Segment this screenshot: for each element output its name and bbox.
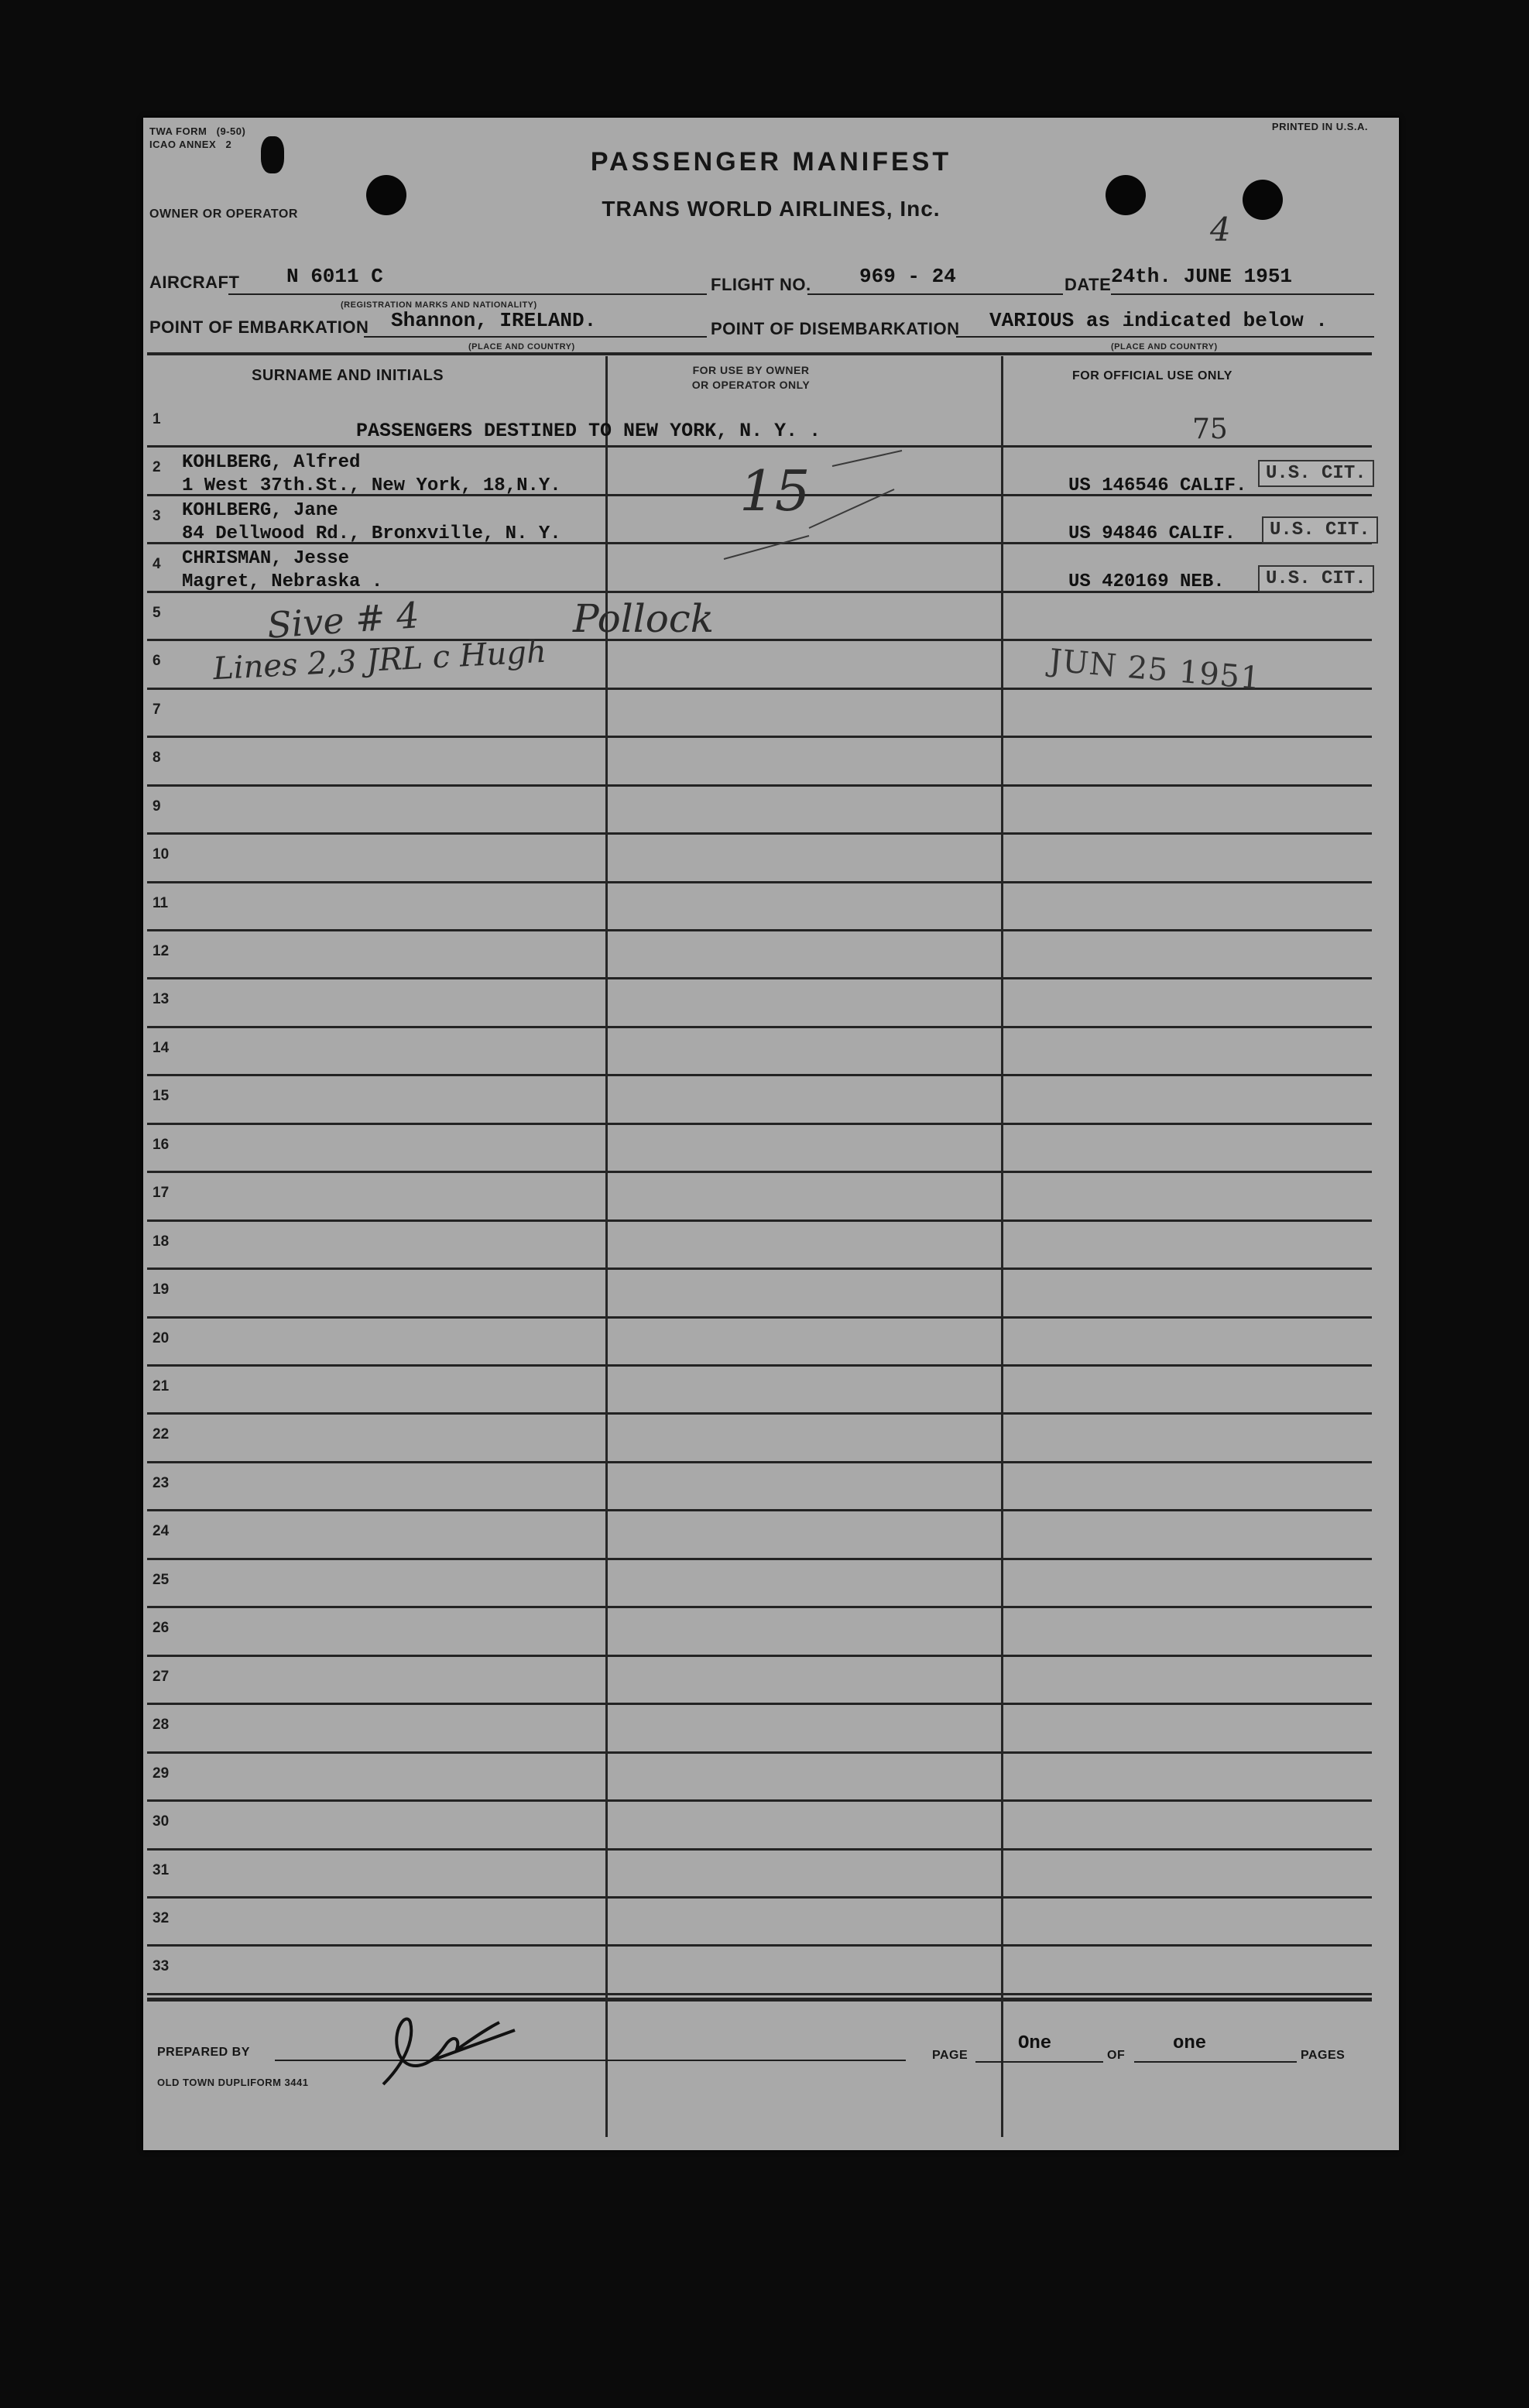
row-rule bbox=[147, 1461, 1372, 1463]
row-number: 9 bbox=[153, 798, 161, 815]
date-line bbox=[1111, 293, 1374, 295]
row-rule bbox=[147, 1944, 1372, 1947]
embarkation-label: POINT OF EMBARKATION bbox=[149, 317, 369, 337]
row-number: 23 bbox=[153, 1474, 170, 1491]
form-source: OLD TOWN DUPLIFORM 3441 bbox=[157, 2077, 309, 2088]
manifest-sheet bbox=[143, 118, 1399, 2150]
row-rule bbox=[147, 784, 1372, 787]
row-rule bbox=[147, 881, 1372, 883]
row-number: 26 bbox=[153, 1620, 170, 1637]
page-mark: 4 bbox=[1210, 211, 1231, 249]
icao-annex: ICAO ANNEX 2 bbox=[149, 139, 232, 150]
row-number: 20 bbox=[153, 1329, 170, 1346]
prepared-by-label: PREPARED BY bbox=[157, 2046, 250, 2059]
handwritten-count: 15 bbox=[739, 458, 811, 523]
preparer-signature bbox=[375, 2007, 530, 2092]
row-number: 17 bbox=[153, 1185, 170, 1202]
row-number: 18 bbox=[153, 1233, 170, 1250]
of-line bbox=[1134, 2061, 1297, 2063]
flight-label: FLIGHT NO. bbox=[711, 275, 811, 294]
row-number: 6 bbox=[153, 653, 161, 670]
aircraft-line bbox=[228, 293, 707, 295]
row-number: 8 bbox=[153, 749, 161, 767]
row-number: 1 bbox=[153, 411, 161, 427]
punch-hole bbox=[1106, 175, 1146, 215]
embarkation-sublabel: (PLACE AND COUNTRY) bbox=[468, 342, 575, 352]
citizen-stamp: U.S. CIT. bbox=[1258, 565, 1374, 592]
row-number: 10 bbox=[153, 846, 170, 863]
of-label: OF bbox=[1107, 2049, 1126, 2062]
row-rule bbox=[147, 1267, 1372, 1270]
disembarkation-label: POINT OF DISEMBARKATION bbox=[711, 319, 960, 338]
disembarkation-sublabel: (PLACE AND COUNTRY) bbox=[1111, 342, 1218, 352]
destination-line: PASSENGERS DESTINED TO NEW YORK, N. Y. . bbox=[356, 420, 821, 442]
col-header-owner-2: OR OPERATOR ONLY bbox=[691, 379, 811, 391]
row-number: 12 bbox=[153, 942, 170, 959]
row-rule bbox=[147, 1171, 1372, 1173]
row-rule bbox=[147, 1993, 1372, 1995]
row-number: 25 bbox=[153, 1571, 170, 1588]
disembarkation-value: VARIOUS as indicated below . bbox=[989, 309, 1328, 332]
col-header-official: FOR OFFICIAL USE ONLY bbox=[1072, 369, 1232, 382]
page-label: PAGE bbox=[932, 2049, 968, 2062]
row-rule bbox=[147, 1364, 1372, 1367]
passenger-1-address: 1 West 37th.St., New York, 18,N.Y. bbox=[182, 475, 561, 496]
disembarkation-line bbox=[956, 336, 1374, 338]
row-number: 14 bbox=[153, 1039, 170, 1056]
row-number: 2 bbox=[153, 459, 161, 476]
row-number: 11 bbox=[153, 894, 169, 911]
aircraft-sublabel: (REGISTRATION MARKS AND NATIONALITY) bbox=[341, 300, 537, 310]
row-number: 27 bbox=[153, 1668, 170, 1685]
row-rule bbox=[147, 1558, 1372, 1560]
row-rule bbox=[147, 977, 1372, 979]
passenger-2-address: 84 Dellwood Rd., Bronxville, N. Y. bbox=[182, 523, 561, 544]
page-line bbox=[975, 2061, 1103, 2063]
row-number: 33 bbox=[153, 1958, 170, 1975]
page-value: One bbox=[1018, 2033, 1052, 2054]
row-rule bbox=[147, 1412, 1372, 1415]
row-rule bbox=[147, 736, 1372, 738]
row-number: 3 bbox=[153, 507, 161, 524]
pages-label: PAGES bbox=[1301, 2049, 1346, 2062]
official-count: 75 bbox=[1192, 413, 1228, 445]
row-number: 15 bbox=[153, 1088, 170, 1105]
row-number: 28 bbox=[153, 1717, 170, 1734]
passenger-3-address: Magret, Nebraska . bbox=[182, 571, 383, 592]
passenger-1-id: US 146546 CALIF. bbox=[1068, 475, 1247, 496]
row-rule bbox=[147, 1751, 1372, 1754]
row-rule bbox=[147, 1606, 1372, 1608]
date-label: DATE bbox=[1064, 275, 1112, 294]
row-number: 30 bbox=[153, 1813, 170, 1830]
col-header-owner-1: FOR USE BY OWNER bbox=[692, 364, 810, 376]
row-number: 24 bbox=[153, 1523, 170, 1540]
of-value: one bbox=[1173, 2033, 1207, 2054]
row-rule bbox=[147, 1896, 1372, 1899]
row-rule bbox=[147, 929, 1372, 931]
passenger-2-id: US 94846 CALIF. bbox=[1068, 523, 1236, 544]
row-number: 7 bbox=[153, 701, 161, 718]
printed-in-usa: PRINTED IN U.S.A. bbox=[1271, 121, 1368, 132]
table-bottom-rule bbox=[147, 1998, 1372, 2002]
aircraft-value: N 6011 C bbox=[286, 265, 383, 288]
airline-name: TRANS WORLD AIRLINES, Inc. bbox=[602, 197, 941, 221]
handwritten-note-1: Sive # 4 bbox=[266, 594, 421, 647]
col-header-surname: SURNAME AND INITIALS bbox=[252, 367, 444, 384]
passenger-2-name: KOHLBERG, Jane bbox=[182, 500, 338, 521]
handwritten-strokes bbox=[716, 443, 917, 567]
passenger-3-name: CHRISMAN, Jesse bbox=[182, 548, 350, 569]
citizen-stamp: U.S. CIT. bbox=[1258, 460, 1374, 487]
punch-hole bbox=[1243, 180, 1283, 220]
table-top-rule bbox=[147, 352, 1372, 355]
row-rule bbox=[147, 1509, 1372, 1511]
passenger-1-name: KOHLBERG, Alfred bbox=[182, 452, 361, 473]
row-rule bbox=[147, 1703, 1372, 1705]
punch-hole bbox=[366, 175, 406, 215]
row-number: 4 bbox=[153, 556, 161, 573]
prepared-by-line bbox=[275, 2060, 906, 2061]
row-rule bbox=[147, 832, 1372, 835]
date-value: 24th. JUNE 1951 bbox=[1111, 265, 1293, 288]
row-number: 32 bbox=[153, 1909, 170, 1926]
row-rule bbox=[147, 1219, 1372, 1222]
row-rule bbox=[147, 1123, 1372, 1125]
row-number: 22 bbox=[153, 1426, 170, 1443]
row-rule bbox=[147, 1316, 1372, 1319]
row-number: 31 bbox=[153, 1861, 170, 1878]
row-rule bbox=[147, 1799, 1372, 1802]
column-divider bbox=[1001, 356, 1003, 2137]
flight-line bbox=[807, 293, 1063, 295]
row-number: 16 bbox=[153, 1136, 170, 1153]
row-rule bbox=[147, 1848, 1372, 1851]
embarkation-value: Shannon, IRELAND. bbox=[391, 309, 597, 332]
row-rule bbox=[147, 1074, 1372, 1076]
handwritten-signature-pollock: Pollock bbox=[573, 596, 715, 641]
row-number: 29 bbox=[153, 1765, 170, 1782]
row-rule bbox=[147, 1026, 1372, 1028]
row-number: 19 bbox=[153, 1281, 170, 1298]
citizen-stamp: U.S. CIT. bbox=[1262, 516, 1378, 544]
page-title: PASSENGER MANIFEST bbox=[590, 147, 952, 177]
owner-label: OWNER OR OPERATOR bbox=[149, 208, 298, 221]
row-number: 13 bbox=[153, 991, 170, 1008]
row-rule bbox=[147, 1655, 1372, 1657]
row-number: 5 bbox=[153, 604, 161, 621]
form-id: TWA FORM (9-50) bbox=[149, 125, 246, 137]
passenger-3-id: US 420169 NEB. bbox=[1068, 571, 1225, 592]
handwritten-note-2: Lines 2,3 JRL c Hugh bbox=[212, 633, 547, 688]
flight-value: 969 - 24 bbox=[859, 265, 956, 288]
row-number: 21 bbox=[153, 1378, 170, 1394]
date-stamp: JUN 25 1951 bbox=[1047, 643, 1263, 697]
aircraft-label: AIRCRAFT bbox=[149, 273, 240, 292]
embarkation-line bbox=[364, 336, 707, 338]
